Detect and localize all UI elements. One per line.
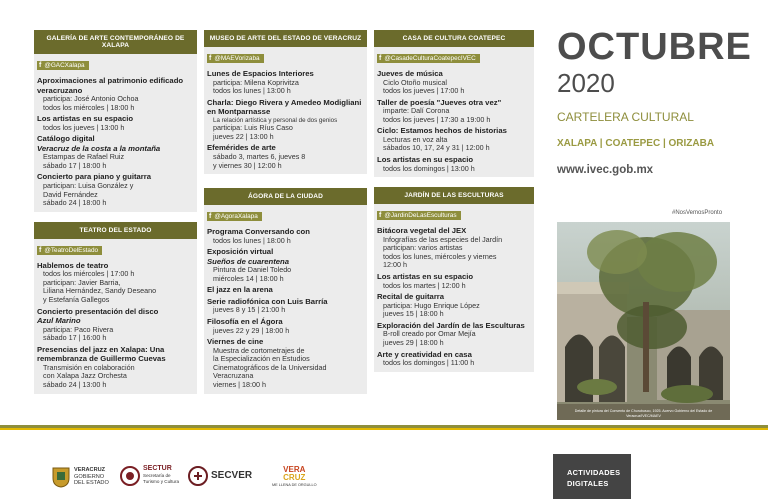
facebook-handle[interactable]: f @JardinDeLasEsculturas [377, 211, 461, 220]
event-detail: Estampas de Rafael Ruiz [43, 152, 125, 162]
event-detail: jueves 29 | 18:00 h [383, 337, 444, 347]
logo-text: VERACRUZ [74, 467, 106, 474]
event-detail: jueves 22 y 29 | 18:00 h [213, 325, 290, 335]
event-title: Arte y creatividad en casa [377, 349, 472, 359]
panel-header: JARDÍN DE LAS ESCULTURAS [374, 187, 534, 204]
facebook-handle[interactable]: f @CasadeCulturaCoatepecIVEC [377, 54, 480, 63]
event-detail: jueves 22 | 13:00 h [213, 131, 274, 141]
event-detail: y Estefanía Gallegos [43, 295, 110, 305]
event-title: Recital de guitarra [377, 292, 445, 302]
facebook-icon: f [209, 213, 212, 221]
event-item [377, 98, 531, 125]
event-item [207, 337, 364, 389]
event-item [207, 297, 364, 315]
event-title: Aproximaciones al patrimonio edificado veracruzano [37, 76, 184, 95]
coat-of-arms-icon [52, 466, 70, 488]
event-item [207, 227, 364, 245]
event-detail: sábado 17 | 16:00 h [43, 333, 107, 343]
event-item [37, 134, 194, 170]
event-item [377, 226, 531, 270]
event-item [207, 98, 364, 142]
badge-line: ACTIVIDADES [567, 468, 621, 477]
event-detail: todos los jueves | 13:00 h [43, 122, 125, 132]
event-detail: participa: Hugo Enrique López [383, 300, 480, 310]
event-subtitle: Azul Marino [37, 316, 81, 326]
event-detail: participa: José Antonio Ochoa [43, 94, 139, 103]
logo-veracruz-gobierno [52, 466, 109, 488]
event-detail: sábado 3, martes 6, jueves 8 [213, 151, 306, 161]
event-detail: Transmisión en colaboración [43, 362, 135, 372]
event-detail: Pintura de Daniel Toledo [213, 265, 292, 275]
facebook-icon: f [379, 55, 382, 62]
event-title: Bitácora vegetal del JEX [377, 226, 467, 236]
panel-header: CASA DE CULTURA COATEPEC [374, 30, 534, 47]
hashtag: #NosVemosPronto [672, 210, 723, 216]
event-detail: viernes | 18:00 h [213, 380, 267, 389]
digital-activities-badge [553, 454, 631, 499]
event-title: Los artistas en su espacio [377, 272, 474, 282]
column-3 [374, 30, 534, 378]
event-list [204, 66, 367, 174]
facebook-icon: f [39, 246, 42, 254]
event-item [37, 76, 194, 112]
event-detail: Veracruzana [213, 371, 254, 381]
event-item [207, 143, 364, 170]
panel-header: MUSEO DE ARTE DEL ESTADO DE VERACRUZ [204, 30, 367, 47]
panel-teatro [34, 222, 197, 394]
logo-secver [188, 466, 252, 486]
event-title: El jazz en la arena [207, 285, 273, 295]
event-detail: Ciclo Otoño musical [383, 77, 447, 87]
cities: XALAPA | COATEPEC | ORIZABA [557, 138, 715, 149]
event-subtitle: Veracruz de la costa a la montaña [37, 143, 161, 153]
event-list [374, 223, 534, 371]
event-detail: participa: Luis Ríus Caso [213, 123, 293, 133]
facebook-icon: f [379, 212, 382, 220]
divider-stripe [0, 428, 768, 430]
facebook-handle[interactable]: f @MAEVorizaba [207, 54, 264, 63]
event-detail: todos los jueves | 17:30 a 19:00 h [383, 114, 491, 124]
event-detail: participan: varios artistas [383, 243, 463, 253]
event-detail: todos los miércoles | 18:00 h [43, 102, 135, 112]
event-detail: todos los lunes, miércoles y viernes [383, 251, 497, 261]
badge-line: DIGITALES [567, 479, 609, 488]
event-detail: 12:00 h [383, 260, 407, 270]
panel-galeria [34, 30, 197, 212]
event-detail: Liliana Hernández, Sandy Deseano [43, 286, 157, 296]
column-2 [204, 30, 367, 400]
event-list [34, 258, 197, 394]
event-title: Serie radiofónica con Luis Barría [207, 296, 328, 306]
event-detail: jueves 15 | 18:00 h [383, 309, 444, 319]
facebook-icon: f [39, 62, 42, 69]
painting-image [557, 222, 730, 420]
event-list [204, 224, 367, 393]
event-item [377, 350, 531, 368]
panel-jardin [374, 187, 534, 371]
event-title: Filosofía en el Ágora [207, 317, 283, 327]
event-detail: Lecturas en voz alta [383, 134, 448, 144]
event-title: Presencias del jazz en Xalapa: Una remembranza de Guillermo Cuevas [37, 344, 166, 364]
event-detail: todos los domingos | 13:00 h [383, 163, 475, 173]
event-title: Programa Conversando con [207, 227, 310, 237]
event-detail: sábados 10, 17, 24 y 31 | 12:00 h [383, 143, 490, 153]
photo-caption: Detalle de pintura del Convento de Churubusco, 1925. Acervo Gobierno del Estado de Veracruz/IVEC/MAEV [574, 409, 713, 418]
logo-text: DEL ESTADO [74, 480, 109, 487]
event-list [34, 73, 197, 212]
event-detail: Cinematográficos de la Universidad [213, 362, 327, 372]
event-detail: jueves 8 y 15 | 21:00 h [213, 305, 286, 315]
event-title: Viernes de cine [207, 337, 264, 347]
event-detail: imparte: Dalí Corona [383, 106, 450, 116]
event-detail: participa: Paco Rivera [43, 324, 114, 334]
logo-sectur [120, 466, 179, 486]
event-title: Charla: Diego Rivera y Amedeo Modigliani en Montparnasse [207, 97, 362, 117]
event-detail: todos los jueves | 17:00 h [383, 86, 465, 96]
event-title: Efemérides de arte [207, 143, 276, 153]
event-title: Exploración del Jardín de las Esculturas [377, 320, 525, 330]
event-item [37, 307, 194, 343]
event-title: Taller de poesía "Jueves otra vez" [377, 97, 502, 107]
event-title: Los artistas en su espacio [37, 114, 134, 124]
event-item [377, 69, 531, 96]
event-detail: sábado 24 | 18:00 h [43, 198, 107, 208]
panel-museo [204, 30, 367, 174]
logo-text: VERA [283, 465, 306, 474]
event-title: Concierto para piano y guitarra [37, 172, 152, 182]
logo-text: GOBIERNO [74, 473, 105, 480]
event-detail: todos los lunes | 18:00 h [213, 235, 291, 245]
website-link[interactable]: www.ivec.gob.mx [557, 164, 654, 176]
logo-text: Turismo y Cultura [143, 479, 180, 485]
event-detail: participa: Milena Koprivitza [213, 77, 299, 87]
panel-header: TEATRO DEL ESTADO [34, 222, 197, 239]
event-item [207, 69, 364, 96]
panel-header: ÁGORA DE LA CIUDAD [204, 188, 367, 205]
logo-text: SECTUR [143, 465, 172, 473]
event-detail: sábado 17 | 18:00 h [43, 160, 107, 170]
subtitle: CARTELERA CULTURAL [557, 110, 694, 124]
event-detail: con Xalapa Jazz Orchesta [43, 371, 127, 381]
event-title: Jueves de música [377, 69, 443, 78]
event-detail: Infografías de las especies del Jardín [383, 234, 503, 244]
event-list [374, 66, 534, 177]
event-title: Hablemos de teatro [37, 260, 109, 270]
event-detail: participan: Javier Barria, [43, 277, 121, 287]
secver-emblem-icon [188, 466, 208, 486]
event-item [377, 321, 531, 348]
logo-text: ME LLENA DE ORGULLO [272, 483, 317, 487]
facebook-handle[interactable]: f @GACXalapa [37, 61, 89, 70]
footer [0, 450, 768, 499]
event-item [37, 114, 194, 132]
event-detail: sábado 24 | 13:00 h [43, 380, 107, 389]
facebook-handle[interactable]: f @TeatroDelEstado [37, 246, 102, 255]
event-item [207, 247, 364, 283]
logo-text: CRUZ [283, 473, 306, 482]
event-title: Los artistas en su espacio [377, 155, 474, 165]
event-title: Catálogo digital [37, 134, 95, 144]
facebook-icon: f [209, 55, 212, 62]
event-item [377, 272, 531, 290]
event-subtitle: Sueños de cuarentena [207, 256, 290, 266]
event-detail: y viernes 30 | 12:00 h [213, 160, 282, 170]
event-title: Ciclo: Estamos hechos de historias [377, 126, 507, 136]
logo-text: Secretaría de [143, 472, 171, 478]
event-title: Concierto presentación del disco [37, 306, 159, 316]
event-title: Lunes de Espacios Interiores [207, 69, 314, 78]
logo-veracruz-orgullo [272, 466, 317, 488]
event-item [37, 261, 194, 305]
panel-casa [374, 30, 534, 177]
panel-agora [204, 188, 367, 393]
event-title: Exposición virtual [207, 247, 274, 257]
month-title: OCTUBRE [557, 26, 752, 68]
facebook-handle[interactable]: f @AgoraXalapa [207, 212, 262, 221]
year-title: 2020 [557, 68, 615, 98]
event-detail: todos los miércoles | 17:00 h [43, 269, 135, 279]
event-item [377, 155, 531, 173]
event-item [37, 172, 194, 207]
sectur-emblem-icon [120, 466, 140, 486]
event-item [37, 345, 194, 390]
event-detail: miércoles 14 | 18:00 h [213, 273, 284, 283]
panel-header: GALERÍA DE ARTE CONTEMPORÁNEO DE XALAPA [34, 30, 197, 54]
event-detail: Muestra de cortometrajes de [213, 345, 305, 355]
event-item [207, 285, 364, 295]
event-note: La relación artística y personal de dos genios [213, 116, 338, 124]
event-item [207, 317, 364, 335]
cloister-painting [557, 222, 730, 420]
event-detail: todos los domingos | 11:00 h [383, 358, 475, 367]
event-detail: todos los lunes | 13:00 h [213, 86, 291, 96]
column-1 [34, 30, 197, 400]
event-detail: participan: Luisa González y [43, 180, 134, 190]
event-detail: todos los martes | 12:00 h [383, 280, 466, 290]
event-detail: B-roll creado por Omar Mejía [383, 329, 476, 339]
event-detail: la Especialización en Estudios [213, 354, 310, 364]
logo-text: SECVER [211, 469, 253, 481]
event-detail: David Fernández [43, 189, 98, 199]
event-item [377, 292, 531, 319]
event-item [377, 126, 531, 153]
